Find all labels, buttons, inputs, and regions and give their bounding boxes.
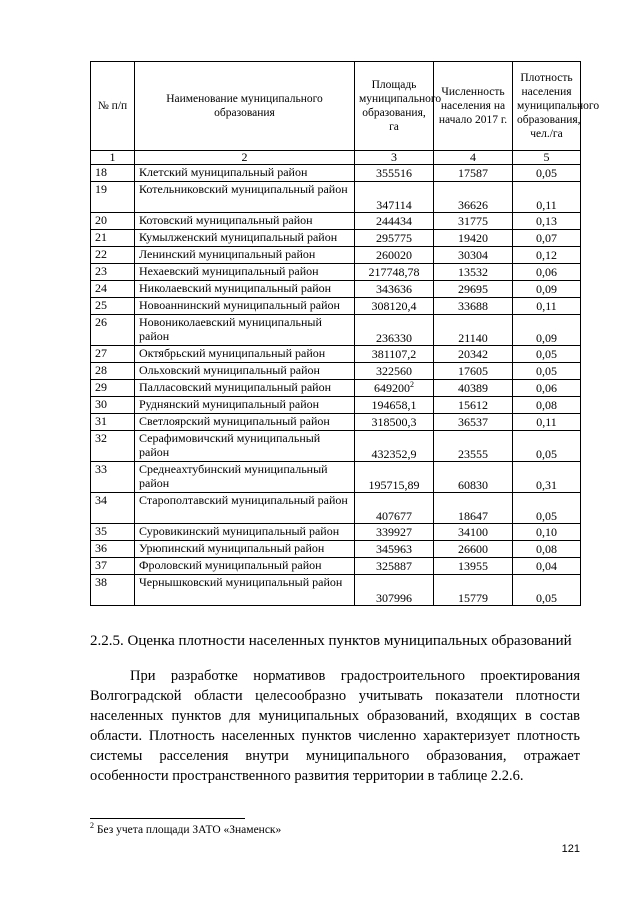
table-row (91, 414, 581, 431)
row-density: 0,11 (513, 414, 581, 431)
row-population: 36537 (434, 414, 513, 431)
section-title: 2.2.5. Оценка плотности населенных пунктов муниципальных образований (90, 633, 572, 649)
row-population: 13532 (434, 264, 513, 281)
row-name: Кумылженский муниципальный район (135, 230, 355, 247)
row-density: 0,08 (513, 541, 581, 558)
row-area: 318500,3 (355, 414, 434, 431)
row-name: Среднеахтубинский муниципальный район (135, 462, 355, 493)
row-name: Новоаннинский муниципальный район (135, 298, 355, 315)
row-number: 32 (91, 431, 135, 462)
row-number: 22 (91, 247, 135, 264)
column-number: 3 (355, 151, 434, 165)
row-population: 23555 (434, 431, 513, 462)
column-number: 2 (135, 151, 355, 165)
row-density: 0,07 (513, 230, 581, 247)
row-density: 0,05 (513, 346, 581, 363)
row-area: 432352,9 (355, 431, 434, 462)
row-density: 0,12 (513, 247, 581, 264)
row-population: 31775 (434, 213, 513, 230)
footnote (90, 823, 281, 837)
row-area: 345963 (355, 541, 434, 558)
row-density: 0,09 (513, 315, 581, 346)
footnote-text: Без учета площади ЗАТО «Знаменск» (96, 824, 282, 836)
row-density: 0,05 (513, 575, 581, 606)
row-density: 0,05 (513, 165, 581, 182)
row-density: 0,08 (513, 397, 581, 414)
table-row (91, 315, 581, 346)
header-num: № п/п (91, 62, 135, 151)
table-row (91, 213, 581, 230)
row-number: 30 (91, 397, 135, 414)
row-density: 0,13 (513, 213, 581, 230)
row-population: 13955 (434, 558, 513, 575)
table-row (91, 462, 581, 493)
row-population: 34100 (434, 524, 513, 541)
row-number: 35 (91, 524, 135, 541)
column-number: 1 (91, 151, 135, 165)
row-area: 407677 (355, 493, 434, 524)
table-row (91, 524, 581, 541)
row-number: 26 (91, 315, 135, 346)
body-paragraph: При разработке нормативов градостроительного проектирования Волгоградской области целесообразно учитывать показатели плотности населенных пунктов для муниципальных образований, входящих в состав области. Плотность населенных пунктов численно характеризует плотность системы расселения внутри муниципального образования, отражает особенности пространственного развития территории в таблице 2.2.6. (90, 668, 580, 784)
column-number: 4 (434, 151, 513, 165)
footnote-divider (90, 818, 245, 819)
table-row (91, 363, 581, 380)
row-area: 236330 (355, 315, 434, 346)
row-area: 194658,1 (355, 397, 434, 414)
row-name: Ольховский муниципальный район (135, 363, 355, 380)
row-name: Нехаевский муниципальный район (135, 264, 355, 281)
row-area: 295775 (355, 230, 434, 247)
row-name: Октябрьский муниципальный район (135, 346, 355, 363)
row-area: 308120,4 (355, 298, 434, 315)
row-density: 0,05 (513, 363, 581, 380)
row-number: 29 (91, 380, 135, 397)
table-body (91, 165, 581, 606)
row-density: 0,31 (513, 462, 581, 493)
table-row (91, 493, 581, 524)
row-density: 0,09 (513, 281, 581, 298)
row-density: 0,11 (513, 298, 581, 315)
row-population: 33688 (434, 298, 513, 315)
row-number: 38 (91, 575, 135, 606)
row-name: Светлоярский муниципальный район (135, 414, 355, 431)
row-density: 0,04 (513, 558, 581, 575)
row-density: 0,05 (513, 493, 581, 524)
row-name: Руднянский муниципальный район (135, 397, 355, 414)
table-row (91, 182, 581, 213)
footnote-marker: 2 (90, 821, 94, 831)
row-name: Клетский муниципальный район (135, 165, 355, 182)
row-name: Котовский муниципальный район (135, 213, 355, 230)
row-name: Новониколаевский муниципальный район (135, 315, 355, 346)
row-name: Фроловский муниципальный район (135, 558, 355, 575)
row-population: 18647 (434, 493, 513, 524)
row-population: 15779 (434, 575, 513, 606)
row-name: Серафимовичский муниципальный район (135, 431, 355, 462)
page-number: 121 (561, 843, 580, 855)
row-population: 60830 (434, 462, 513, 493)
row-number: 20 (91, 213, 135, 230)
row-number: 24 (91, 281, 135, 298)
table-row (91, 230, 581, 247)
row-area: 381107,2 (355, 346, 434, 363)
row-area: 260020 (355, 247, 434, 264)
row-population: 19420 (434, 230, 513, 247)
row-name: Суровикинский муниципальный район (135, 524, 355, 541)
row-density: 0,06 (513, 264, 581, 281)
row-population: 15612 (434, 397, 513, 414)
header-population: Численность населения на начало 2017 г. (434, 62, 513, 151)
table-row (91, 431, 581, 462)
column-number-row (91, 151, 581, 165)
table-row (91, 346, 581, 363)
header-density: Плотность населения муниципального образования, чел./га (513, 62, 581, 151)
row-area: 217748,78 (355, 264, 434, 281)
row-number: 34 (91, 493, 135, 524)
row-density: 0,06 (513, 380, 581, 397)
row-area: 244434 (355, 213, 434, 230)
table-row (91, 247, 581, 264)
header-name: Наименование муниципального образования (135, 62, 355, 151)
row-number: 31 (91, 414, 135, 431)
row-number: 33 (91, 462, 135, 493)
row-number: 37 (91, 558, 135, 575)
table-row (91, 380, 581, 397)
row-population: 36626 (434, 182, 513, 213)
row-area: 339927 (355, 524, 434, 541)
row-population: 30304 (434, 247, 513, 264)
row-number: 18 (91, 165, 135, 182)
row-number: 23 (91, 264, 135, 281)
row-density: 0,11 (513, 182, 581, 213)
column-number: 5 (513, 151, 581, 165)
table-row (91, 298, 581, 315)
row-number: 36 (91, 541, 135, 558)
table-row (91, 281, 581, 298)
footnote-ref: 2 (410, 380, 414, 389)
density-table (90, 61, 600, 606)
row-number: 25 (91, 298, 135, 315)
table-row (91, 165, 581, 182)
table-row (91, 397, 581, 414)
row-area: 347114 (355, 182, 434, 213)
row-number: 21 (91, 230, 135, 247)
row-name: Ленинский муниципальный район (135, 247, 355, 264)
row-number: 19 (91, 182, 135, 213)
row-population: 40389 (434, 380, 513, 397)
row-number: 27 (91, 346, 135, 363)
row-population: 17587 (434, 165, 513, 182)
table-row (91, 558, 581, 575)
table-row (91, 541, 581, 558)
row-population: 20342 (434, 346, 513, 363)
row-area: 343636 (355, 281, 434, 298)
row-name: Николаевский муниципальный район (135, 281, 355, 298)
row-density: 0,10 (513, 524, 581, 541)
row-population: 26600 (434, 541, 513, 558)
row-name: Чернышковский муниципальный район (135, 575, 355, 606)
row-area: 325887 (355, 558, 434, 575)
row-density: 0,05 (513, 431, 581, 462)
row-area: 322560 (355, 363, 434, 380)
table-row (91, 575, 581, 606)
row-area: 307996 (355, 575, 434, 606)
row-area: 355516 (355, 165, 434, 182)
header-area: Площадь муниципального образования, га (355, 62, 434, 151)
row-name: Котельниковский муниципальный район (135, 182, 355, 213)
row-name: Старополтавский муниципальный район (135, 493, 355, 524)
row-area: 195715,89 (355, 462, 434, 493)
row-name: Палласовский муниципальный район (135, 380, 355, 397)
row-population: 17605 (434, 363, 513, 380)
table-row (91, 264, 581, 281)
row-name: Урюпинский муниципальный район (135, 541, 355, 558)
row-area: 649200$^2$ (355, 380, 434, 397)
row-population: 21140 (434, 315, 513, 346)
row-population: 29695 (434, 281, 513, 298)
row-number: 28 (91, 363, 135, 380)
